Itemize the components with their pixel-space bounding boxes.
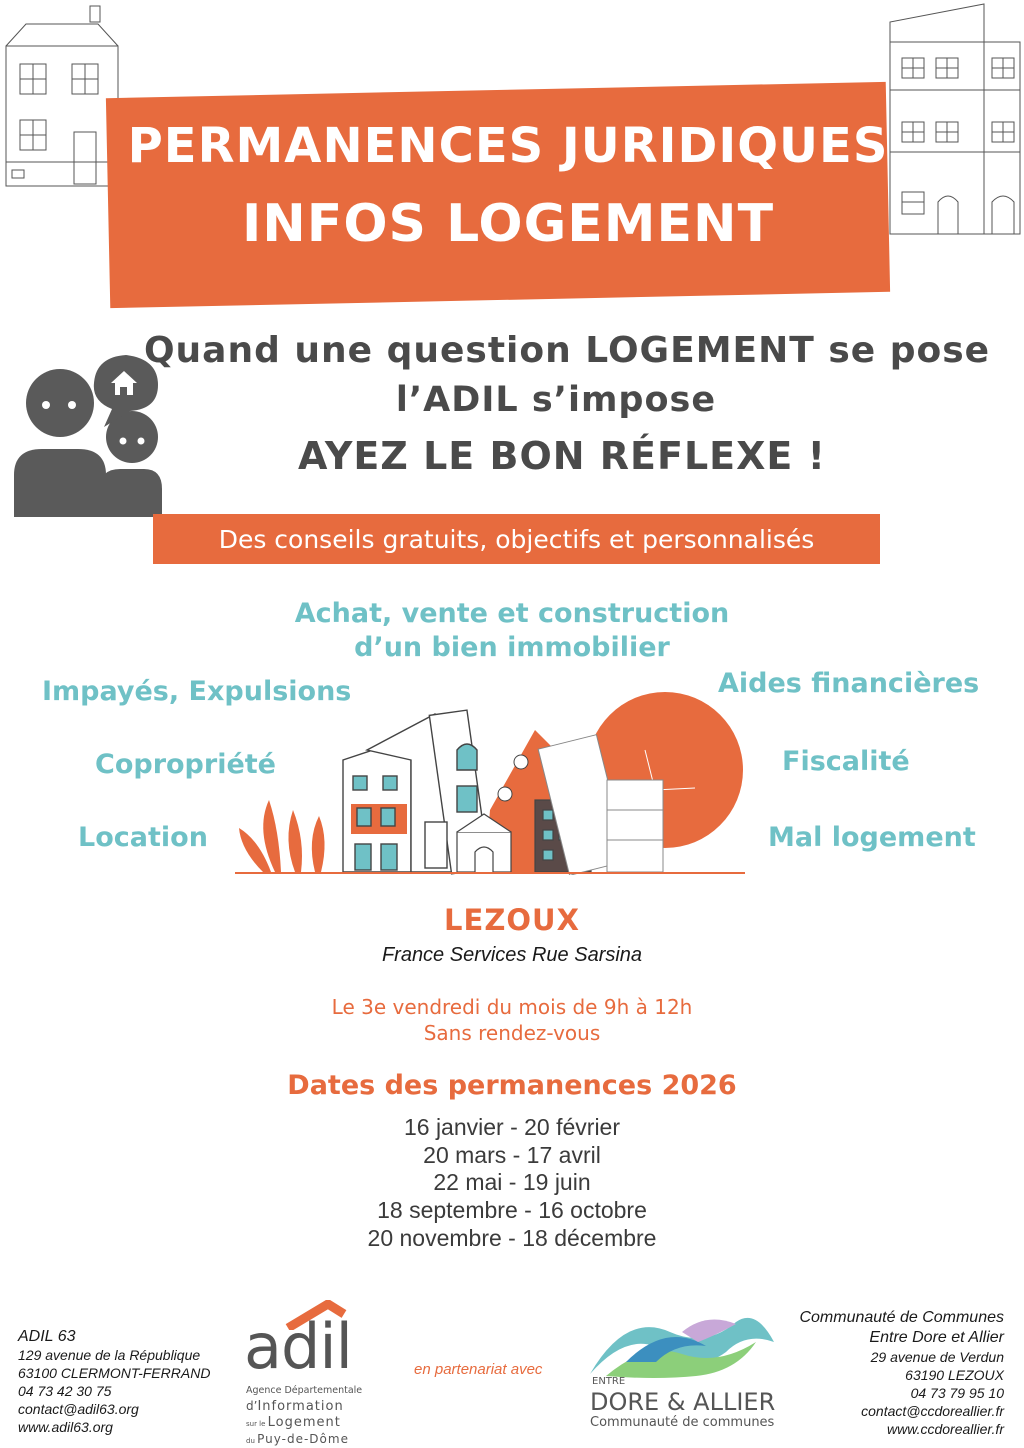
cc-email[interactable]: contact@ccdoreallier.fr (861, 1403, 1004, 1419)
schedule-line-1: Le 3e vendredi du mois de 9h à 12h (331, 995, 693, 1019)
adil-logo-caption-2a: d’ (246, 1399, 258, 1413)
adil-logo-caption-3a: sur le (246, 1420, 268, 1428)
adil-logo-caption-4 (246, 1431, 368, 1448)
adil-street: 129 avenue de la République (18, 1347, 201, 1363)
dore-allier-waves-icon (586, 1302, 776, 1382)
subheading-bar: Des conseils gratuits, objectifs et personnalisés (153, 514, 880, 564)
adil-logo-caption-1: Agence Départementale (246, 1385, 363, 1396)
topic-impayes: Impayés, Expulsions (42, 676, 352, 707)
cc-street: 29 avenue de Verdun (870, 1349, 1004, 1365)
adil-address (18, 1328, 210, 1436)
topic-aides: Aides financières (718, 668, 980, 699)
adil-logo (244, 1300, 369, 1446)
adil-email[interactable]: contact@adil63.org (18, 1401, 139, 1417)
cc-phone: 04 73 79 95 10 (910, 1385, 1004, 1401)
adil-logo-caption-3 (246, 1414, 368, 1431)
topic-location: Location (78, 822, 208, 853)
adil-logo-caption (246, 1384, 368, 1448)
cc-name-2: Entre Dore et Allier (869, 1329, 1004, 1346)
topic-mal-logement: Mal logement (768, 822, 976, 853)
schedule-line-2: Sans rendez-vous (423, 1021, 601, 1045)
adil-logo-word: adil (244, 1310, 352, 1383)
cc-address (799, 1308, 1004, 1438)
topic-fiscalite: Fiscalité (782, 746, 910, 777)
topic-copropriete: Copropriété (95, 749, 276, 780)
cc-city: 63190 LEZOUX (905, 1367, 1004, 1383)
banner-title-line-1: PERMANENCES JURIDIQUES (127, 118, 889, 174)
adil-website[interactable]: www.adil63.org (18, 1419, 113, 1435)
adil-logo-caption-2b: Information (257, 1399, 344, 1414)
adil-logo-caption-4a: du (246, 1437, 258, 1445)
city-name: LEZOUX (444, 903, 580, 937)
adil-name: ADIL 63 (18, 1328, 76, 1345)
topic-achat-line-2: d’un bien immobilier (354, 632, 670, 663)
city-illustration (235, 690, 745, 875)
dates-row: 20 novembre - 18 décembre (367, 1225, 657, 1251)
partner-text: en partenariat avec (414, 1361, 543, 1378)
dates-title: Dates des permanences 2026 (287, 1070, 737, 1101)
tagline-line-2: l’ADIL s’impose (395, 380, 717, 420)
tagline-line-1: Quand une question LOGEMENT se pose (143, 330, 991, 371)
adil-phone: 04 73 42 30 75 (18, 1383, 112, 1399)
dore-allier-logo (586, 1302, 776, 1432)
dore-allier-sub: Communauté de communes (590, 1415, 775, 1430)
dore-allier-name: DORE & ALLIER (590, 1388, 776, 1416)
banner-title-line-2: INFOS LOGEMENT (241, 194, 775, 254)
dates-row: 22 mai - 19 juin (433, 1169, 591, 1195)
adil-logo-caption-3b: Logement (267, 1415, 341, 1430)
cc-name-1: Communauté de Communes (799, 1309, 1004, 1326)
adil-logo-caption-2 (246, 1398, 368, 1414)
adil-city: 63100 CLERMONT-FERRAND (18, 1365, 211, 1381)
dore-allier-entre: ENTRE (592, 1376, 626, 1387)
tagline-line-3: AYEZ LE BON RÉFLEXE ! (298, 434, 826, 478)
dates-row: 18 septembre - 16 octobre (377, 1197, 647, 1223)
adil-logo-caption-4b: Puy-de-Dôme (257, 1432, 349, 1446)
dates-row: 16 janvier - 20 février (403, 1114, 621, 1140)
topic-achat-line-1: Achat, vente et construction (294, 598, 730, 629)
venue-name: France Services Rue Sarsina (381, 944, 643, 966)
house-left-illustration (2, 2, 122, 192)
cc-website[interactable]: www.ccdoreallier.fr (887, 1421, 1004, 1437)
building-right-illustration (888, 2, 1022, 238)
dates-row: 20 mars - 17 avril (423, 1142, 601, 1168)
